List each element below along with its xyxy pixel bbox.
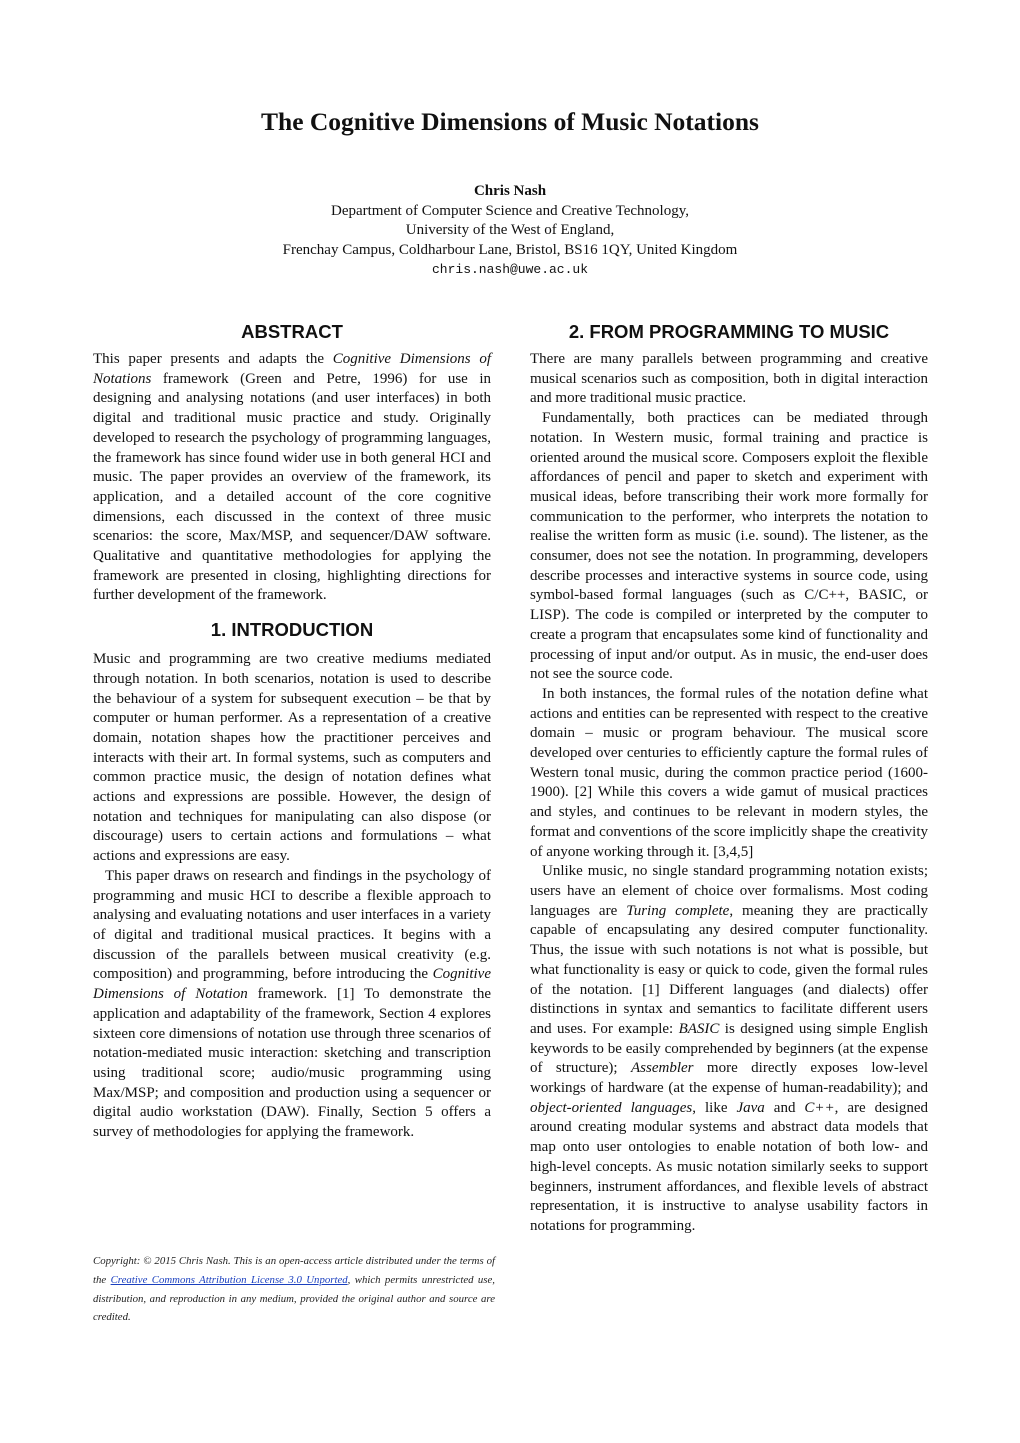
abstract-text: This paper presents and adapts the Cognitive Dimensions of Notations framework (Green and Petre, 1996) for use in designing and analysing notations (and user interfaces) in both digital and traditional music practice and study. Originally developed to research the psychology of programming languages, the framework has since found wider use in both general HCI and music. The paper provides an overview of the framework, its application, and a detailed account of the core cognitive dimensions, each discussed in the context of three music scenarios: the score, Max/MSP, and sequencer/DAW software. Qualitative and quantitative methodologies for applying the framework are presented in closing, highlighting directions for further development of the framework. [93,351,492,604]
copyright-notice: Copyright: © 2015 Chris Nash. This is an open-access article distributed under the terms of the Creative Commons Attribution License 3.0 Unported, which permits unrestricted use, distribution, and reproduction in any medium, provided the original author and source are credited. [93,1255,495,1324]
license-link[interactable]: Creative Commons Attribution License 3.0 Unported [110,1273,348,1286]
author-email[interactable]: chris.nash@uwe.ac.uk [431,262,589,277]
introduction-paragraph-2: This paper draws on research and findings in the psychology of programming and music HCI to describe a flexible approach to analysing and evaluating notations and user interfaces in a variety of digital and traditional musical practices. It begins with a discussion of the parallels between musical creativity (e.g. composition) and programming, before introducing the Cognitive Dimensions of Notation framework. [1] To demonstrate the application and adaptability of the framework, Section 4 explores sixteen core dimensions of notation use through three scenarios of notation-mediated music interaction: sketching and transcription using traditional score; audio/music programming using Max/MSP; and composition and production using a sequencer or digital audio workstation (DAW). Finally, Section 5 offers a survey of methodologies for applying the framework. [93,867,491,1141]
author-affiliation-address: Frenchay Campus, Coldharbour Lane, Bristol, BS16 1QY, United Kingdom [282,241,738,258]
author-affiliation-department: Department of Computer Science and Creative Technology, [330,202,689,219]
abstract-heading: ABSTRACT [241,321,343,342]
left-column [93,320,491,1143]
right-column [530,320,928,1237]
introduction-paragraph-1: Music and programming are two creative mediums mediated through notation. In both scenarios, notation is used to describe the behaviour of a system for subsequent execution – be that by computer or human performer. As a representation of a creative domain, notation shapes how the practitioner perceives and interacts with their art. In formal systems, such as computers and common practice music, the design of notation defines what actions and expressions are possible. However, the design of notation and techniques for manipulating can also dispose (or discourage) users to certain actions and formulations – what actions and expressions are easy. [93,651,491,865]
section-2-paragraph-2: Fundamentally, both practices can be mediated through notation. In Western music, formal training and practice is oriented around the musical score. Composers exploit the flexible affordances of pencil and paper to sketch and experiment with musical ideas, before transcribing their work more formally for communication to the performer, who interprets the notation to realise the written form as music (i.e. sound). The listener, as the consumer, does not see the notation. In programming, developers describe processes and interactive systems in source code, using symbol-based formal languages (such as C/C++, BASIC, or LISP). The code is compiled or interpreted by the computer to create a program that encapsulates some kind of functionality and processing of input and/or output. As in music, the end-user does not see the source code. [530,410,928,683]
section-2-heading: 2. FROM PROGRAMMING TO MUSIC [568,321,890,342]
section-2-paragraph-3: In both instances, the formal rules of the notation define what actions and entities can be represented with respect to the creative domain – music or program behaviour. The musical score developed over centuries to efficiently capture the formal rules of Western tonal music, during the common practice period (1600-1900). [2] While this covers a wide gamut of musical practices and styles, and continues to be relevant in modern styles, the format and conventions of the score implicitly shape the creativity of anyone working through it. [3,4,5] [530,685,928,860]
author-block [0,182,1020,280]
section-2-paragraph-4: Unlike music, no single standard programming notation exists; users have an element of choice over formalisms. Most coding languages are Turing complete, meaning they are practically capable of encapsulating any desired computer functionality. Thus, the issue with such notations is not what is possible, but what functionality is easy or quick to code, given the formal rules of the notation. [1] Different languages (and dialects) offer distinctions in syntax and semantics to facilitate different users and uses. For example: BASIC is designed using simple English keywords to be easily comprehended by beginners (at the expense of structure); Assembler more directly exposes low-level workings of hardware (at the expense of human-readability); and object-oriented languages, like Java and C++, are designed around creating modular systems and abstract data models that map onto user ontologies to enable notation of both low- and high-level concepts. As music notation similarly seeks to support beginners, instrument affordances, and flexible levels of abstract representation, it is instructive to analyse usability factors in notations for programming. [530,863,928,1234]
author-affiliation-university: University of the West of England, [405,222,615,238]
section-2-paragraph-1: There are many parallels between programming and creative musical scenarios such as composition, both in digital interaction and more traditional music practice. [530,351,928,407]
author-name: Chris Nash [473,183,547,199]
paper-title: The Cognitive Dimensions of Music Notations [261,107,759,136]
introduction-heading: 1. INTRODUCTION [210,619,374,641]
